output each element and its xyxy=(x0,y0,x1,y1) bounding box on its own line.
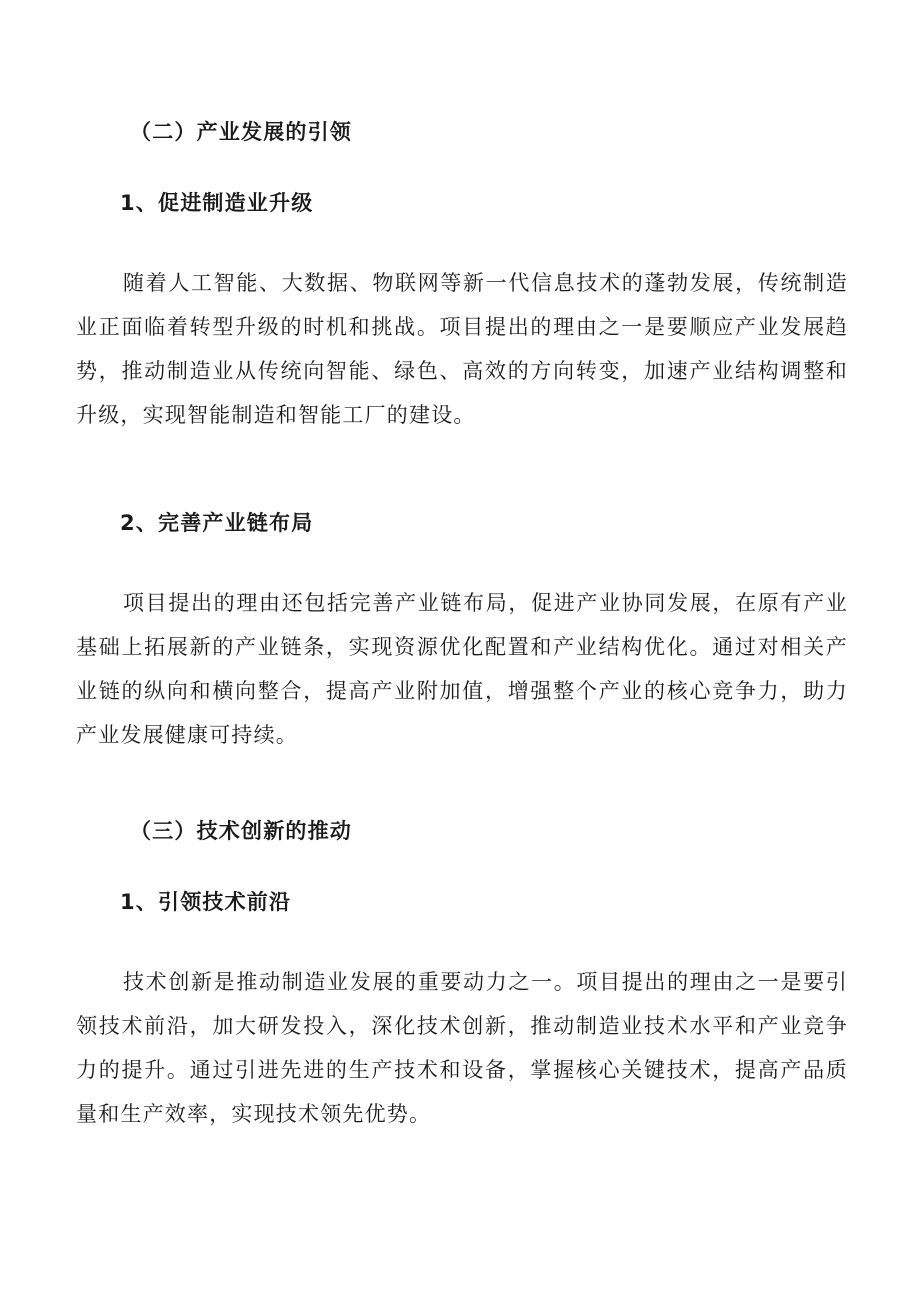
subsection-title: 1、引领技术前沿 xyxy=(120,890,292,914)
section-heading: （三）技术创新的推动 xyxy=(130,819,352,843)
subsection-title: 1、促进制造业升级 xyxy=(120,191,314,215)
paragraph: 随着人工智能、大数据、物联网等新一代信息技术的蓬勃发展，传统制造业正面临着转型升级的时机和挑战。项目提出的理由之一是要顺应产业发展趋势，推动制造业从传统向智能、绿色、高效的方向转变，加速产业结构调整和升级，实现智能制造和智能工厂的建设。 xyxy=(76,271,848,427)
subsection-title: 2、完善产业链布局 xyxy=(120,511,314,535)
paragraph: 项目提出的理由还包括完善产业链布局，促进产业协同发展，在原有产业基础上拓展新的产业链条，实现资源优化配置和产业结构优化。通过对相关产业链的纵向和横向整合，提高产业附加值，增强整个产业的核心竞争力，助力产业发展健康可持续。 xyxy=(76,591,848,747)
paragraph: 技术创新是推动制造业发展的重要动力之一。项目提出的理由之一是要引领技术前沿，加大研发投入，深化技术创新，推动制造业技术水平和产业竞争力的提升。通过引进先进的生产技术和设备，掌握核心关键技术，提高产品质量和生产效率，实现技术领先优势。 xyxy=(76,970,848,1126)
section-heading: （二）产业发展的引领 xyxy=(130,120,352,144)
